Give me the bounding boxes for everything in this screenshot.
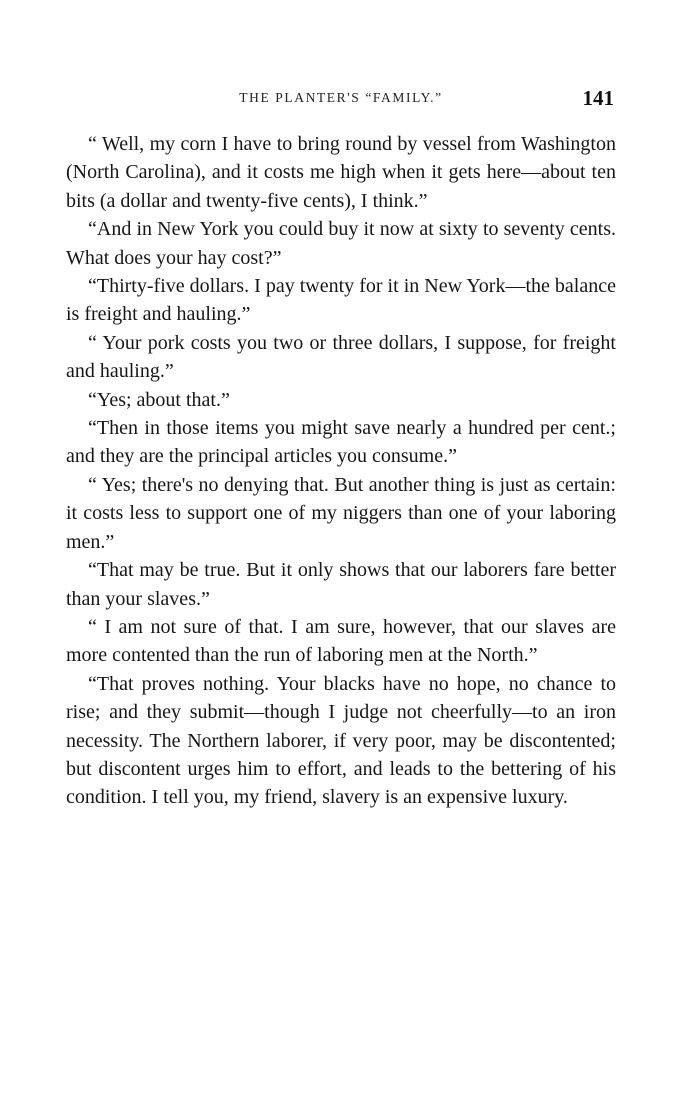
paragraph: “ Your pork costs you two or three dollars, I suppose, for freight and hauling.” [66,331,616,383]
paragraph: “ Yes; there's no denying that. But another thing is just as certain: it costs less to support one of my niggers than one of your laboring men.” [66,473,616,553]
page-number: 141 [582,86,614,110]
paragraph: “ I am not sure of that. I am sure, however, that our slaves are more contented than the run of laboring men at the North.” [66,615,616,667]
paragraph: “ Well, my corn I have to bring round by vessel from Washington (North Carolina), and it costs me high when it gets here—about ten bits (a dollar and twenty-five cents), I think.” [66,133,616,212]
body-text [66,130,616,812]
paragraph: “Then in those items you might save nearly a hundred per cent.; and they are the principal articles you consume.” [66,417,616,468]
paragraph: “And in New York you could buy it now at sixty to seventy cents. What does your hay cost?” [66,218,616,269]
running-title: THE PLANTER'S “FAMILY.” [239,90,443,105]
paragraph: “Yes; about that.” [88,388,230,411]
running-head [66,86,616,116]
paragraph: “Thirty-five dollars. I pay twenty for it in New York—the balance is freight and hauling.” [66,275,616,326]
paragraph: “That proves nothing. Your blacks have no hope, no chance to rise; and they submit—though I judge not cheerfully—to an iron necessity. The Northern laborer, if very poor, may be discontented; but discontent urges him to effort, and leads to the bettering of his condition. I tell you, my friend, slavery is an expensive luxury. [66,672,616,809]
paragraph: “That may be true. But it only shows that our laborers fare better than your slaves.” [66,559,616,610]
